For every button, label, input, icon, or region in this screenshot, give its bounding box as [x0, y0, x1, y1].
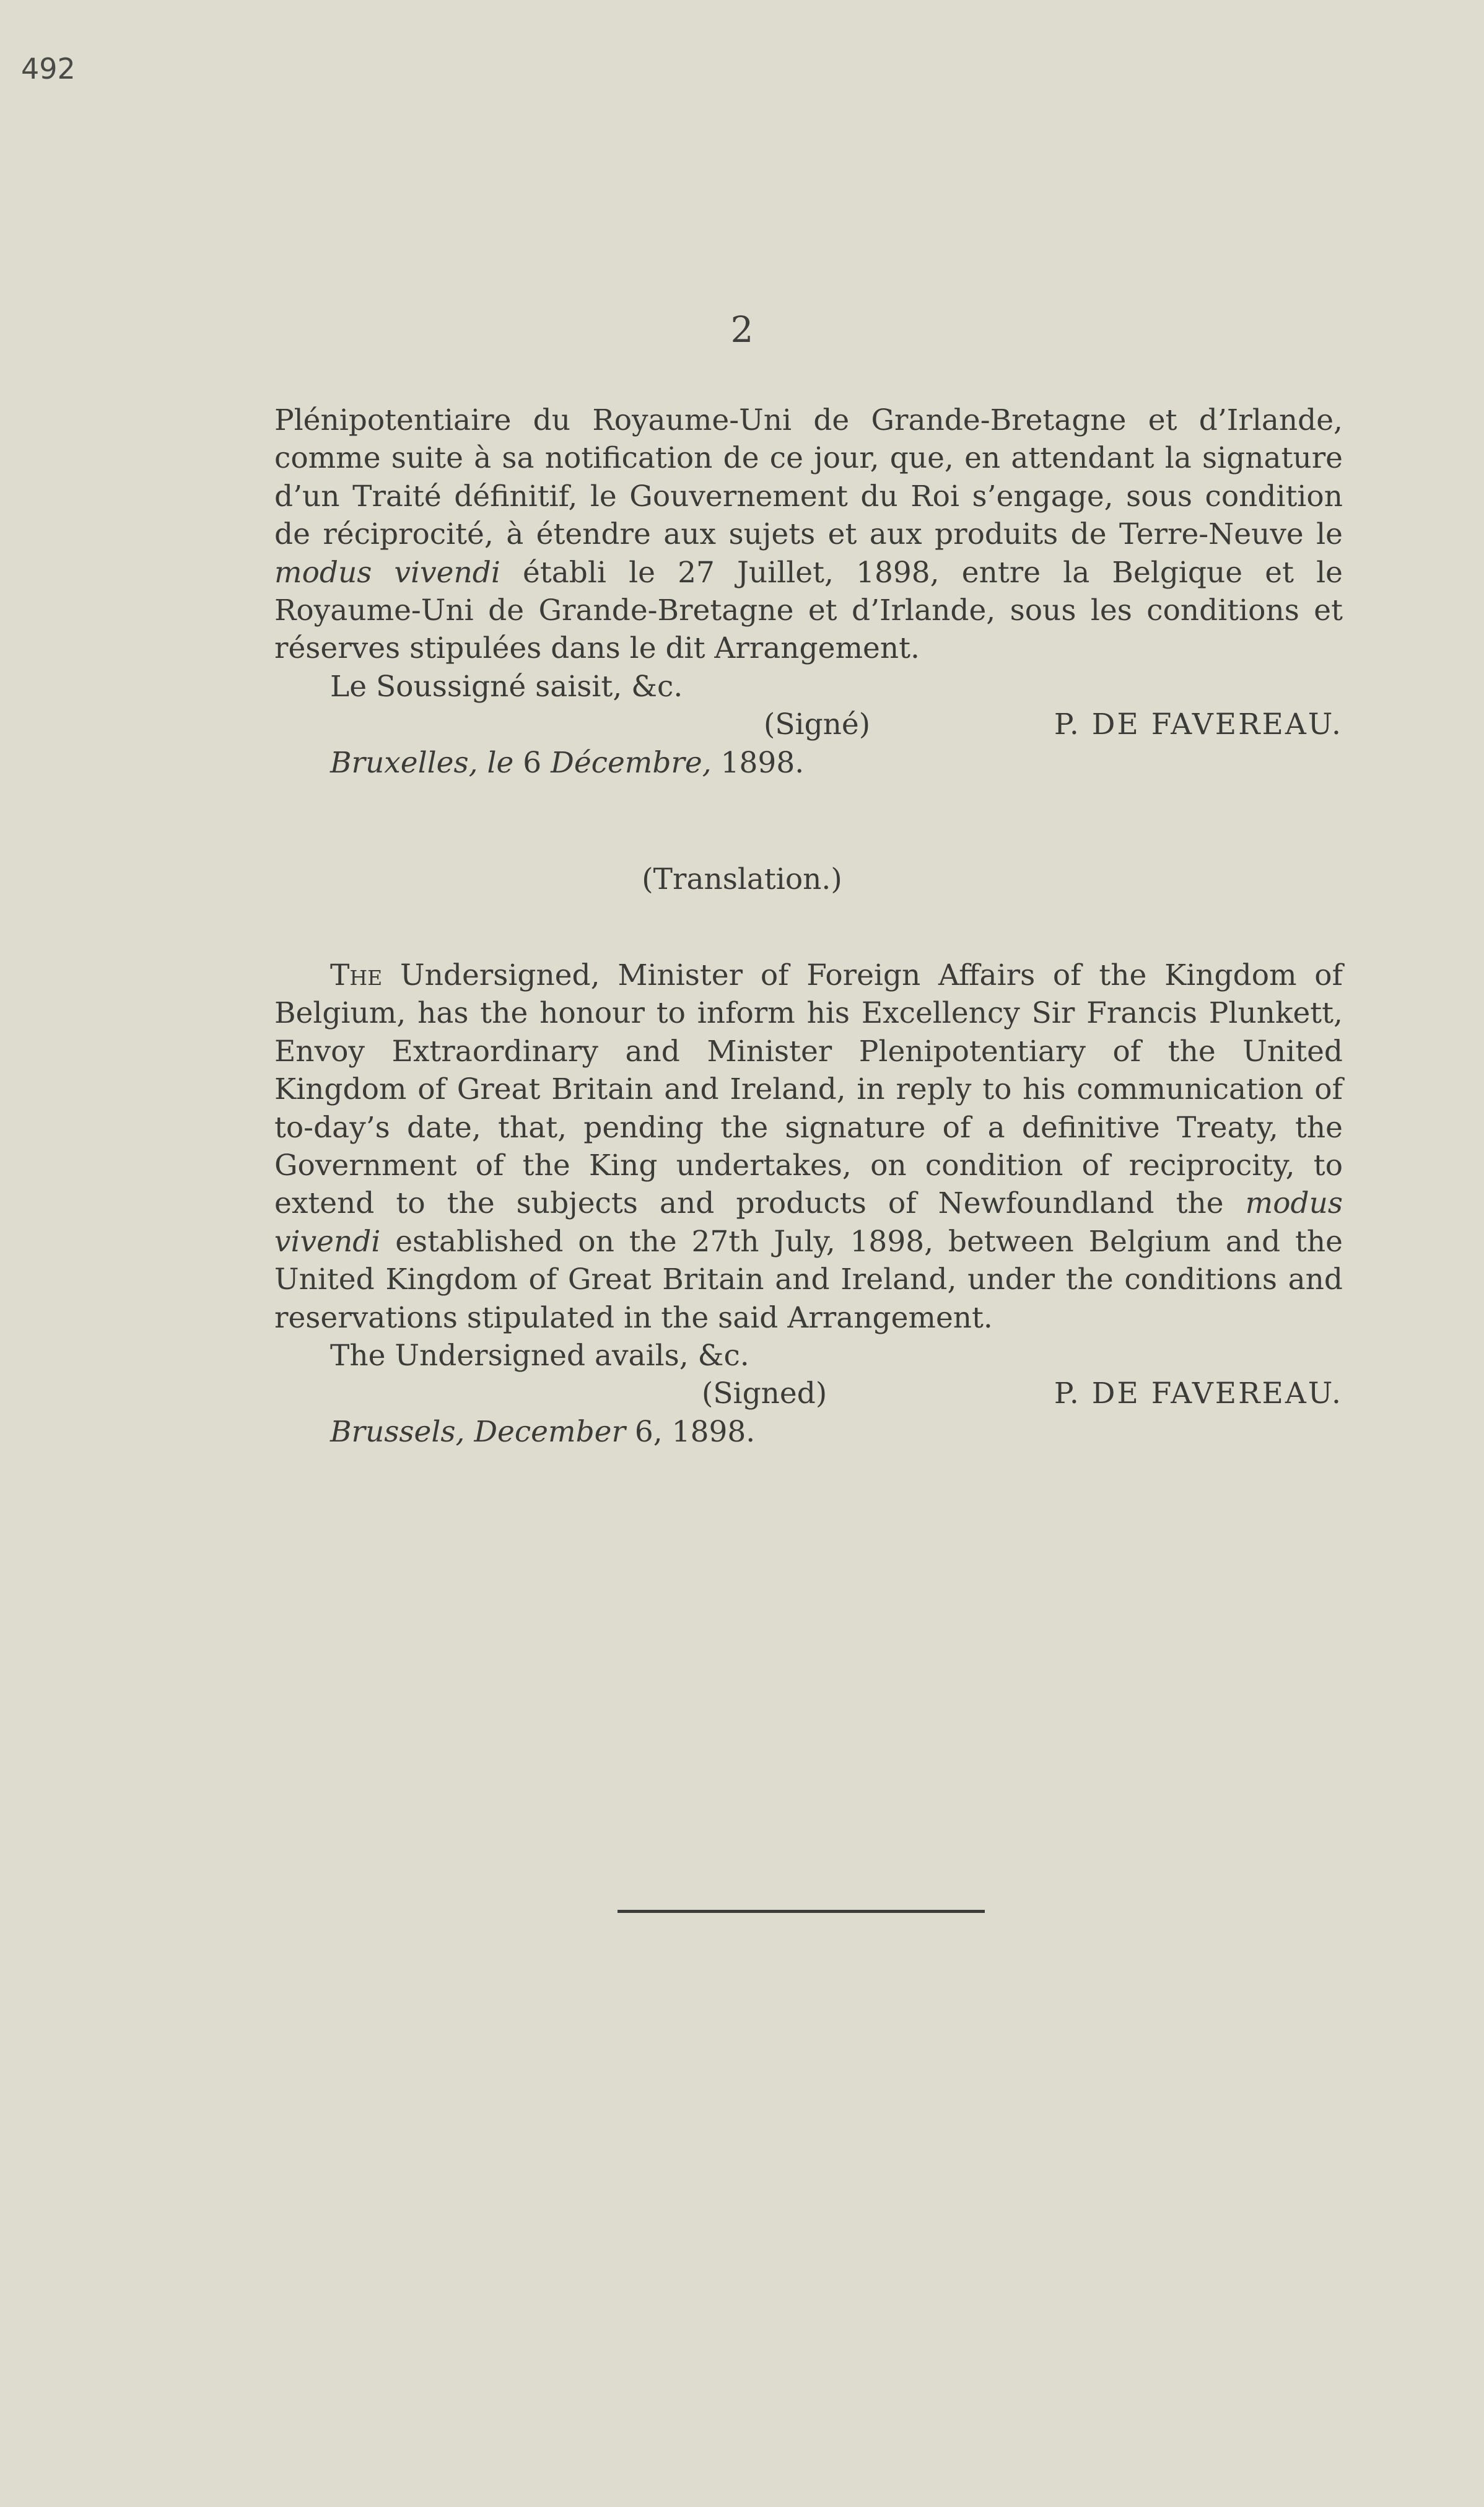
- french-letter: [274, 401, 1343, 782]
- french-signature-line: [274, 706, 1343, 743]
- french-closing: Le Soussigné saisit, &c.: [330, 669, 683, 704]
- french-paragraph: [274, 401, 1343, 668]
- english-paragraph-end: established on the 27th July, 1898, between Belgium and the United Kingdom of Great Britain and Ireland, under the conditions and reservations stipulated in the said Arrangement.: [274, 1224, 1343, 1335]
- french-paragraph-end: établi le 27 Juillet, 1898, entre la Belgique et le Royaume-Uni de Grande-Bretagne et d’Irlande, sous les conditions et réserves stipulées dans le dit Arrangement.: [274, 555, 1343, 666]
- english-letter: [274, 956, 1343, 1451]
- english-closing: The Undersigned avails, &c.: [330, 1339, 749, 1373]
- french-date-month: Décembre,: [551, 745, 712, 780]
- english-signer: P. DE FAVEREAU.: [1054, 1376, 1343, 1411]
- section-number: 2: [730, 308, 754, 351]
- end-rule: [618, 1910, 985, 1913]
- french-date-day: 6: [523, 745, 542, 780]
- english-date-place: Brussels, December: [330, 1414, 626, 1449]
- french-italic-term: modus vivendi: [274, 555, 500, 590]
- translation-heading: (Translation.): [642, 862, 842, 896]
- french-paragraph-text: Plénipotentiaire du Royaume-Uni de Grande-Bretagne et d’Irlande, comme suite à sa notification de ce jour, que, en attendant la signature d’un Traité définitif, le Gouvernement du Roi s’engage, sous condition de réciprocité, à étendre aux sujets et aux produits de Terre-Neuve le: [274, 403, 1343, 552]
- english-signature-line: [274, 1375, 1343, 1412]
- french-signer: P. DE FAVEREAU.: [1054, 707, 1343, 742]
- english-signed-label: (Signed): [702, 1376, 827, 1411]
- english-place-date: [274, 1413, 1343, 1451]
- english-paragraph: [274, 956, 1343, 1337]
- french-date-place: Bruxelles, le: [330, 745, 514, 780]
- french-place-date: [274, 744, 1343, 782]
- english-date-rest: 6, 1898.: [634, 1414, 756, 1449]
- english-italic-term: modus vivendi: [274, 1186, 1343, 1259]
- french-date-year: 1898.: [720, 745, 805, 780]
- english-lead-word: The: [330, 958, 383, 992]
- english-paragraph-text: Undersigned, Minister of Foreign Affairs of the Kingdom of Belgium, has the honour to inform his Excellency Sir Francis Plunkett, Envoy Extraordinary and Minister Plenipotentiary of the United Kingdom of Great Britain and Ireland, in reply to his communication of to-day’s date, that, pending the signature of a definitive Treaty, the Government of the King undertakes, on condition of reciprocity, to extend to the subjects and products of Newfoundland the: [274, 958, 1343, 1221]
- page-number: 492: [21, 52, 76, 85]
- french-signed-label: (Signé): [764, 707, 871, 742]
